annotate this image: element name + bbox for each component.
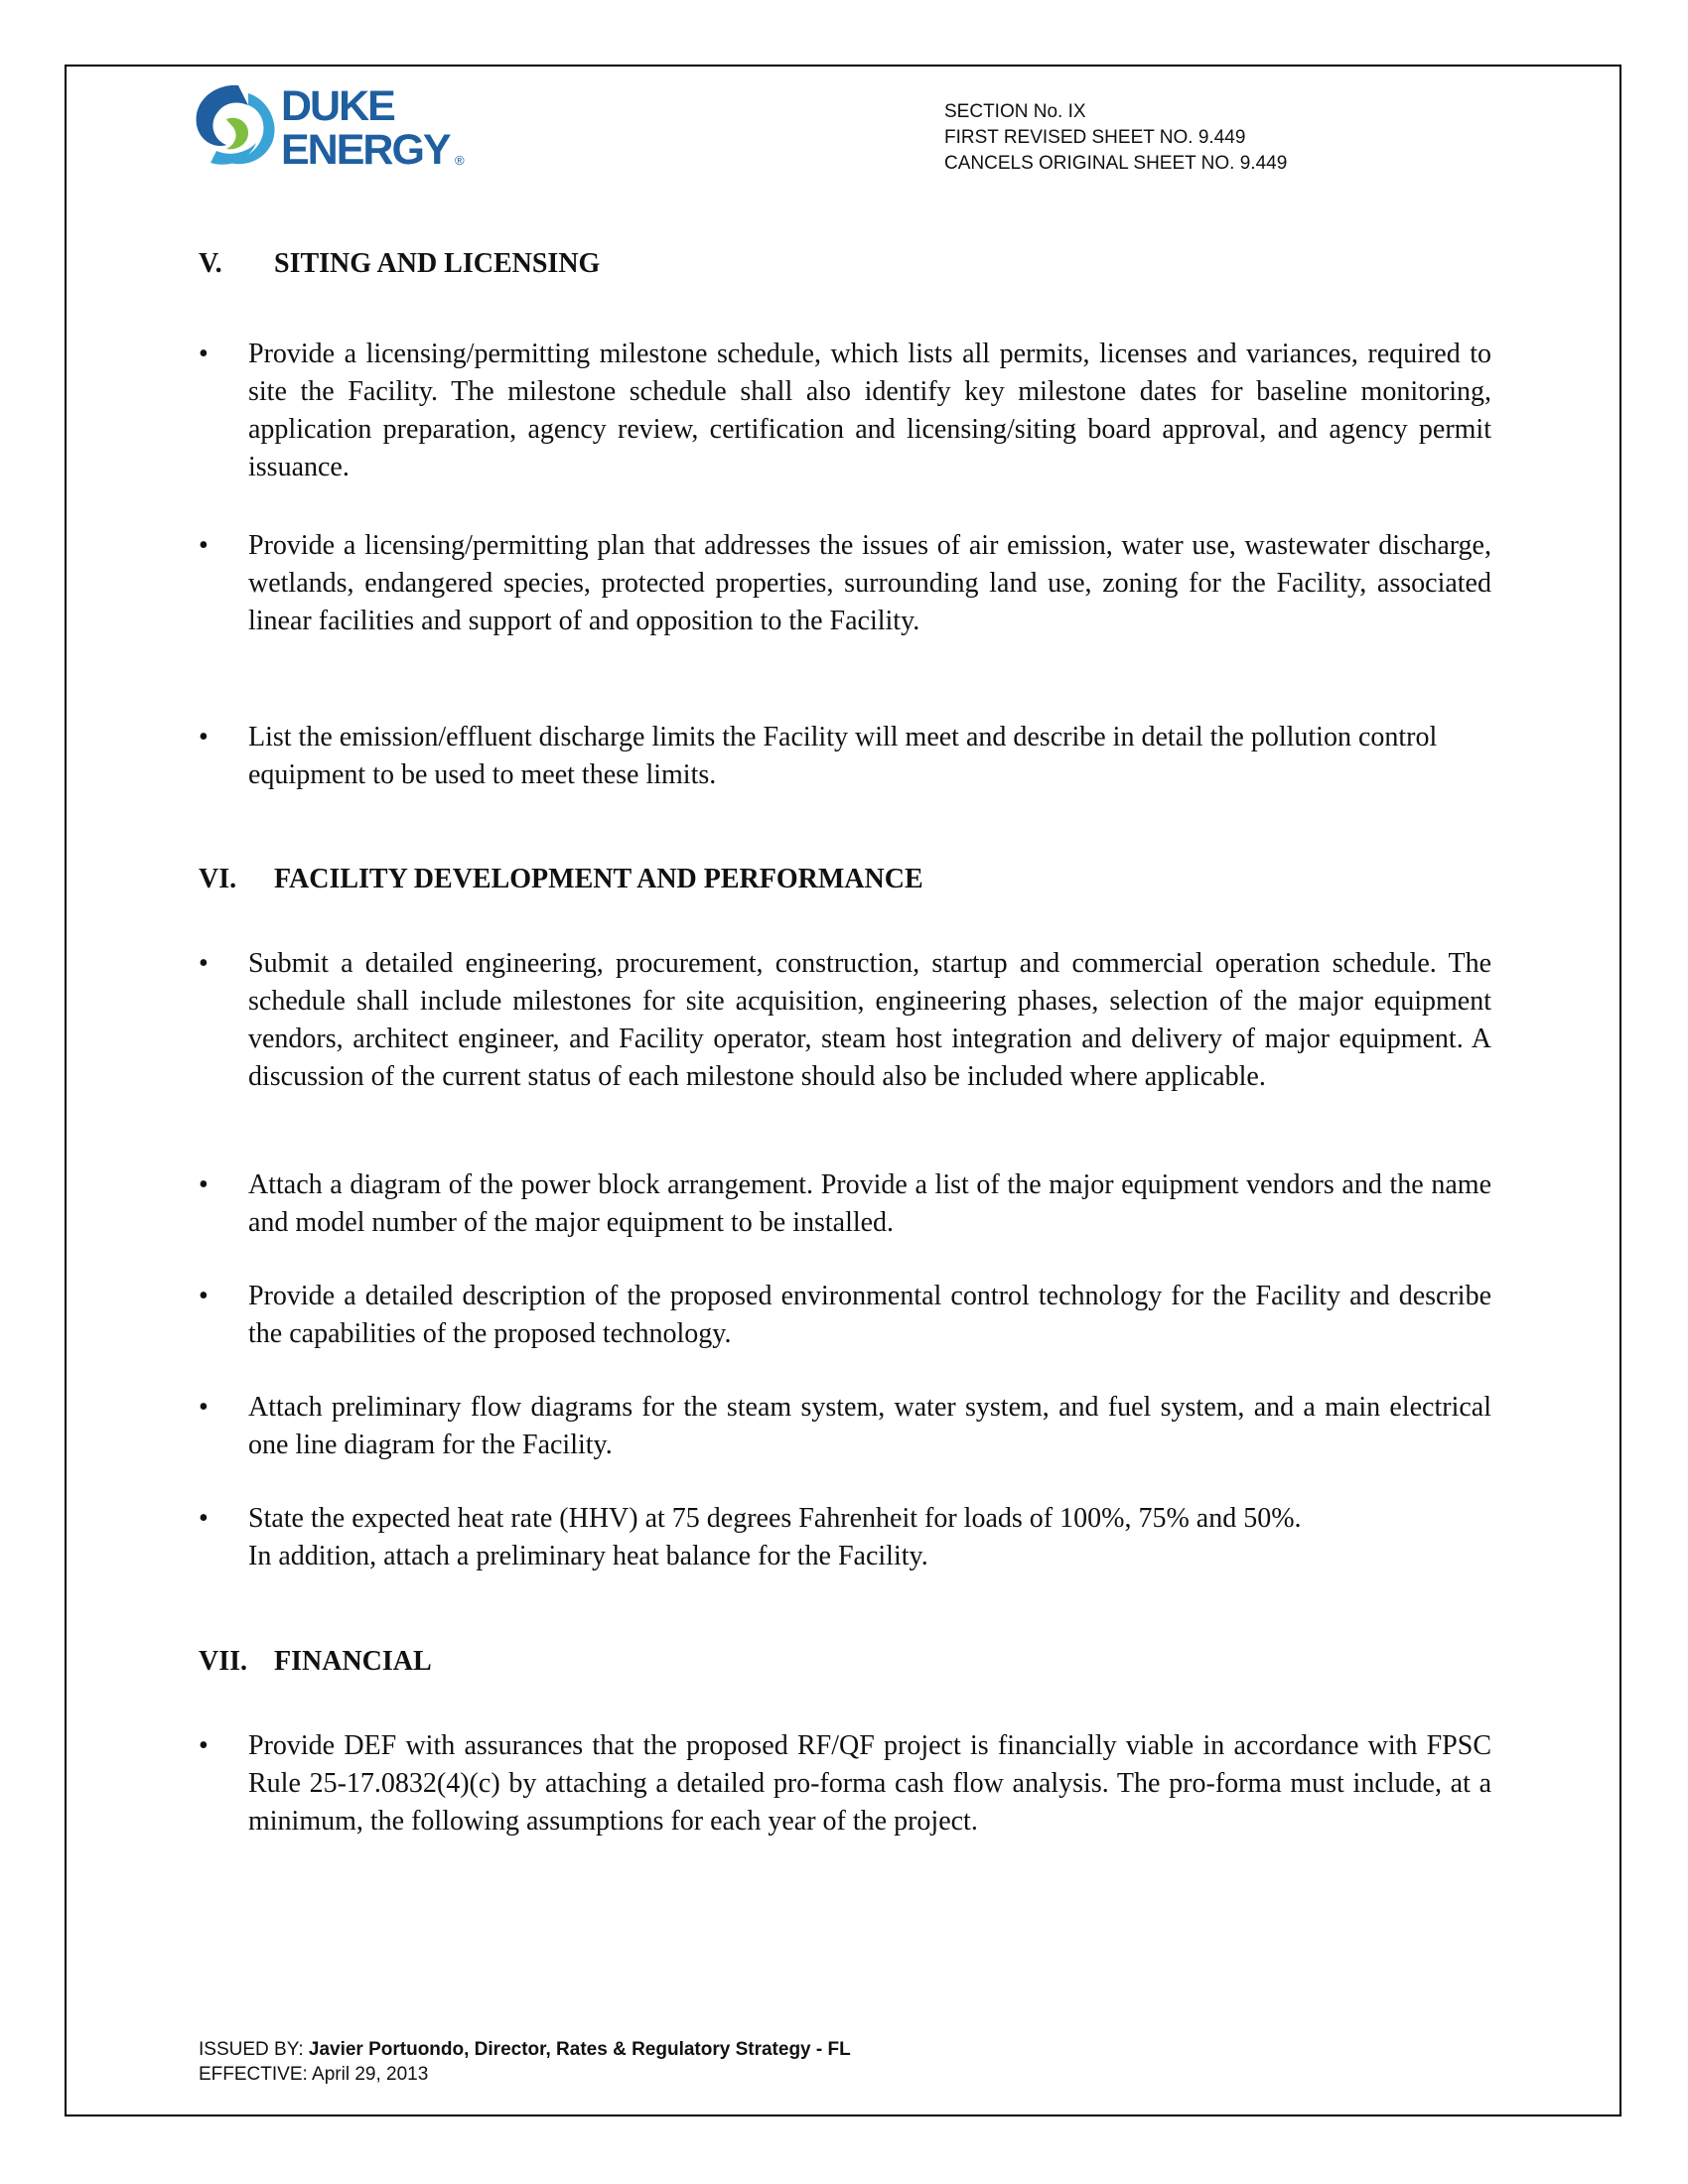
sheet-info [944, 99, 1287, 177]
logo-line-energy: ENERGY [281, 126, 450, 174]
list-item [199, 1278, 1491, 1353]
section-title: FACILITY DEVELOPMENT AND PERFORMANCE [274, 864, 923, 894]
bullet-icon: • [199, 339, 209, 369]
list-item-text: Attach preliminary flow diagrams for the steam system, water system, and fuel system, and a main electrical one line diagram for the Facility. [248, 1392, 1491, 1460]
effective-date: April 29, 2013 [312, 2064, 429, 2085]
issued-by-value: Javier Portuondo, Director, Rates & Regulatory Strategy - FL [308, 2039, 851, 2060]
bullet-icon: • [199, 1503, 209, 1534]
list-item [199, 1500, 1491, 1575]
list-item-text: Provide a licensing/permitting plan that addresses the issues of air emission, water use, wastewater discharge, wetlands, endangered species, protected properties, surrounding land use, zoning for the Facility, associated linear facilities and support of and opposition to the Facility. [248, 530, 1491, 636]
duke-energy-logo [187, 79, 485, 179]
duke-energy-swirl-icon [187, 79, 281, 179]
section-title: FINANCIAL [274, 1646, 432, 1677]
section-heading-v [199, 248, 600, 280]
bullet-icon: • [199, 1730, 209, 1761]
list-item [199, 945, 1491, 1096]
section-heading-vi [199, 864, 923, 895]
section-number-label: VI. [199, 864, 237, 894]
bullet-icon: • [199, 1392, 209, 1423]
logo-line-duke: DUKE [281, 82, 394, 130]
list-item-text: Submit a detailed engineering, procurement, construction, startup and commercial operation schedule. The schedule shall include milestones for site acquisition, engineering phases, selection of the major equipment vendors, architect engineer, and Facility operator, steam host integration and delivery of major equipment. A discussion of the current status of each milestone should also be included where applicable. [248, 948, 1491, 1092]
bullet-icon: • [199, 948, 209, 979]
list-item [199, 1166, 1491, 1242]
cancels-sheet-number: CANCELS ORIGINAL SHEET NO. 9.449 [944, 153, 1288, 174]
section-number: SECTION No. IX [944, 101, 1086, 122]
list-item-text: State the expected heat rate (HHV) at 75 degrees Fahrenheit for loads of 100%, 75% and 50%. [248, 1503, 1302, 1534]
section-heading-vii [199, 1646, 432, 1678]
list-item-text: Provide a licensing/permitting milestone schedule, which lists all permits, licenses and variances, required to site the Facility. The milestone schedule shall also identify key milestone dates for baseline monitoring, application preparation, agency review, certification and licensing/siting board approval, and agency permit issuance. [248, 339, 1491, 482]
bullet-icon: • [199, 1281, 209, 1311]
section-title: SITING AND LICENSING [274, 248, 601, 279]
section-number-label: VII. [199, 1646, 248, 1677]
revised-sheet-number: FIRST REVISED SHEET NO. 9.449 [944, 127, 1246, 148]
list-item [199, 1727, 1491, 1841]
list-item [199, 719, 1491, 794]
issued-by-line [199, 2037, 851, 2062]
bullet-icon: • [199, 1169, 209, 1200]
list-item-text: Provide a detailed description of the proposed environmental control technology for the Facility and describe the capabilities of the proposed technology. [248, 1281, 1491, 1349]
list-item-text: Attach a diagram of the power block arrangement. Provide a list of the major equipment vendors and the name and model number of the major equipment to be installed. [248, 1169, 1491, 1238]
section-number-label: V. [199, 248, 222, 279]
list-item-text-continued: In addition, attach a preliminary heat balance for the Facility. [248, 1541, 928, 1571]
registered-mark: ® [455, 153, 465, 168]
footer [199, 2037, 851, 2087]
list-item-text: List the emission/effluent discharge limits the Facility will meet and describe in detail the pollution control equipment to be used to meet these limits. [248, 722, 1438, 790]
issued-by-label: ISSUED BY: [199, 2039, 309, 2060]
effective-line [199, 2062, 851, 2087]
bullet-icon: • [199, 530, 209, 561]
list-item [199, 1389, 1491, 1464]
list-item-text: Provide DEF with assurances that the proposed RF/QF project is financially viable in accordance with FPSC Rule 25-17.0832(4)(c) by attaching a detailed pro-forma cash flow analysis. The pro-forma must include, at a minimum, the following assumptions for each year of the project. [248, 1730, 1491, 1837]
list-item [199, 336, 1491, 486]
list-item [199, 527, 1491, 640]
effective-label: EFFECTIVE: [199, 2064, 313, 2085]
bullet-icon: • [199, 722, 209, 752]
